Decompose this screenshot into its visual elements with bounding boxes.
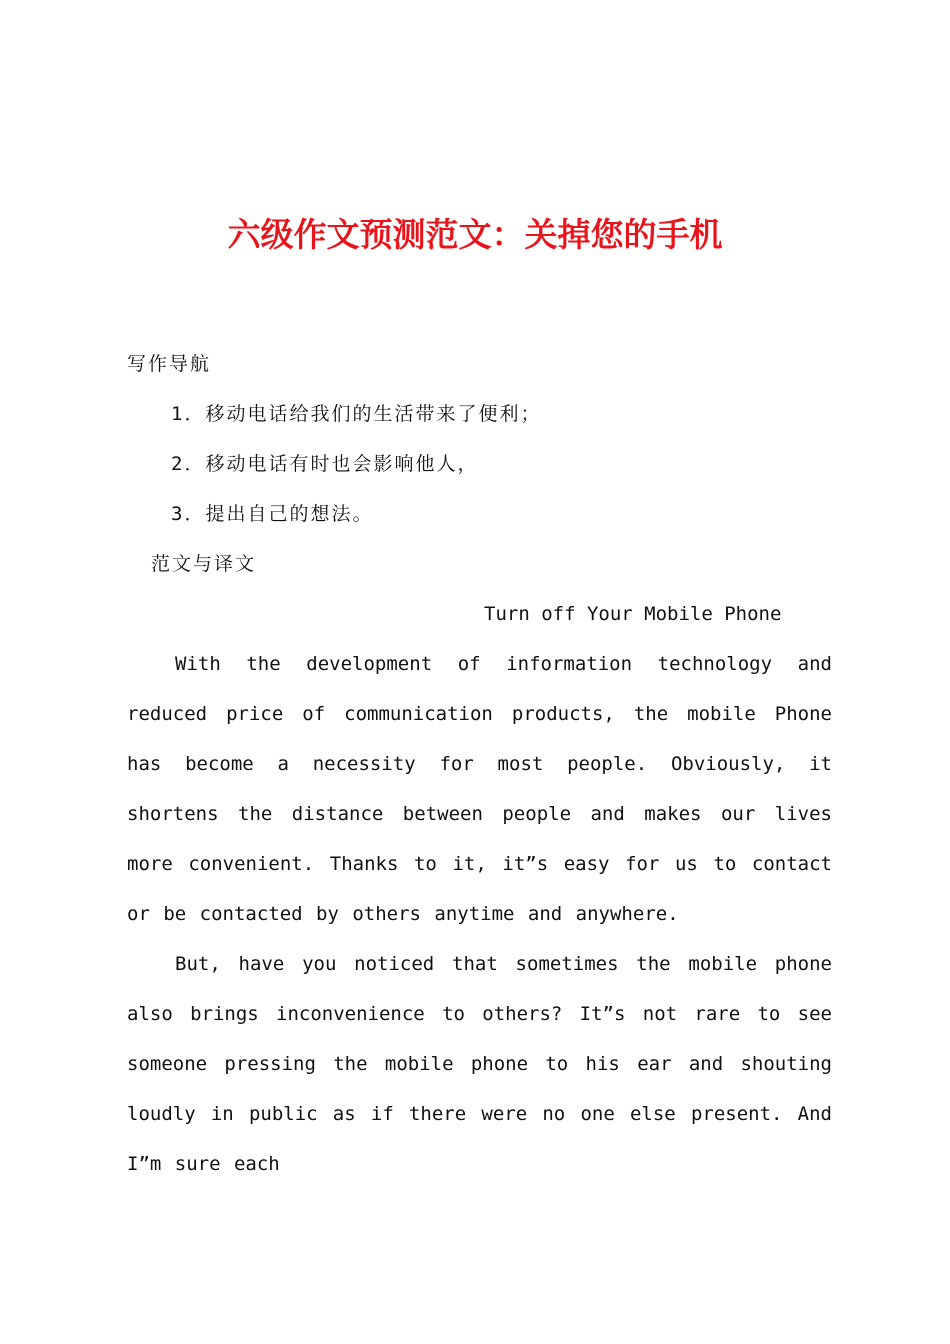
essay-title: Turn off Your Mobile Phone <box>484 603 782 625</box>
essay-paragraph-2: But, have you noticed that sometimes the mobile phone also brings inconvenience to others? It”s not rare to see someone pressing the mobile phone to his ear and shouting loudly in public as if there were no one else present. And I”m sure each <box>127 953 832 1175</box>
outline-item-2: 2．移动电话有时也会影响他人， <box>171 453 479 475</box>
outline-item-3: 3．提出自己的想法。 <box>171 503 374 525</box>
document-title: 六级作文预测范文：关掉您的手机 <box>227 215 723 254</box>
essay-paragraph-1: With the development of information technology and reduced price of communication products, the mobile Phone has become a necessity for most people. Obviously, it shortens the distance between people and makes our lives more convenient. Thanks to it, it”s easy for us to contact or be contacted by others anytime and anywhere. <box>127 653 832 925</box>
outline-item-1: 1．移动电话给我们的生活带来了便利； <box>171 403 542 425</box>
outline-heading: 写作导航 <box>127 353 212 375</box>
sample-heading: 范文与译文 <box>151 553 257 575</box>
